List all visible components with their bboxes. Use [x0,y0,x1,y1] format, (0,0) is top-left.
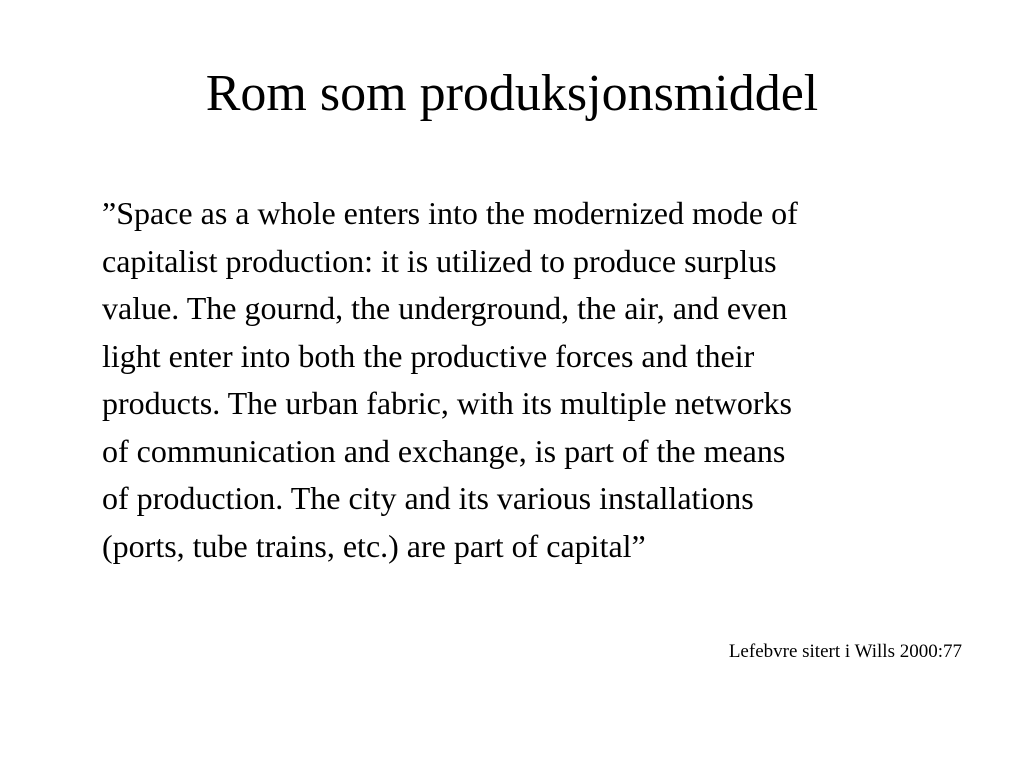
citation: Lefebvre sitert i Wills 2000:77 [728,641,962,662]
quote-line: of production. The city and its various installations [102,480,754,516]
quote-line: capitalist production: it is utilized to produce surplus [102,242,777,279]
quote-line: light enter into both the productive forces and their [102,337,755,374]
quote-line: products. The urban fabric, with its multiple networks [102,385,792,421]
quote-line: of communication and exchange, is part of the means [102,432,786,469]
quote-block [102,190,962,570]
quote-line: (ports, tube trains, etc.) are part of capital” [102,527,646,564]
slide-title: Rom som produksjonsmiddel [205,65,819,122]
quote-line: value. The gournd, the underground, the air, and even [102,290,788,326]
quote-line: ”Space as a whole enters into the modernized mode of [102,195,798,231]
